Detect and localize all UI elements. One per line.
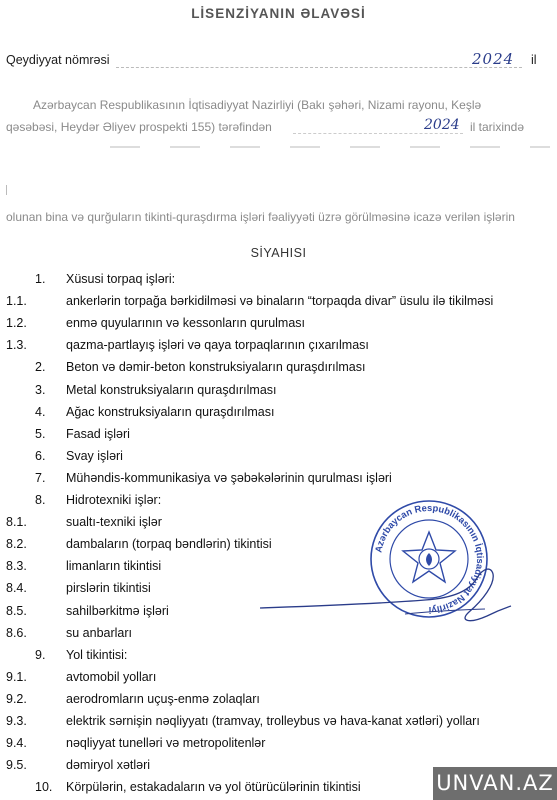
- list-item-text: Svay işləri: [66, 448, 123, 463]
- intro-line-2: [6, 117, 551, 138]
- registration-row: [6, 50, 551, 71]
- list-item-text: dambaların (torpaq bəndlərin) tikintisi: [66, 537, 272, 552]
- list-item-text: elektrik sərnişin nəqliyyatı (tramvay, trolleybus və hava-kanat xətləri) yolları: [66, 714, 480, 728]
- list-item-number: 9.2.: [6, 691, 27, 706]
- list-item-text: Hidrotexniki işlər:: [66, 493, 162, 507]
- list-item-number: 9.1.: [6, 669, 27, 684]
- list-item-text: Beton və dəmir-beton konstruksiyaların quraşdırılması: [66, 360, 366, 375]
- list-item-text: Xüsusi torpaq işləri:: [66, 272, 176, 286]
- list-item-text: sualtı-texniki işlər: [66, 515, 162, 530]
- list-item-number: 8.2.: [6, 537, 27, 552]
- intro-line-2-text: qəsəbəsi, Heydər Əliyev prospekti 155) tərəfindən: [6, 120, 272, 134]
- registration-label: Qeydiyyat nömrəsi: [6, 53, 110, 67]
- intro-line-3: olunan bina və qurğuların tikinti-quraşdırma işləri fəaliyyəti üzrə görülməsinə icazə verilən işlərin: [6, 210, 515, 224]
- list-item-number: 8.6.: [6, 625, 27, 640]
- registration-blank-line: [116, 67, 522, 68]
- list-item-text: Mühəndis-kommunikasiya və şəbəkələrinin qurulması işləri: [66, 470, 392, 485]
- list-item-number: 2.: [35, 360, 46, 375]
- list-item-text: Metal konstruksiyaların quraşdırılması: [66, 382, 277, 397]
- intro-line-2-handwritten-year: 2024: [424, 117, 460, 133]
- list-item-number: 1.1.: [6, 294, 27, 309]
- list-item-number: 1.: [35, 272, 46, 286]
- list-item-number: 4.: [35, 404, 46, 419]
- list-item-number: 8.4.: [6, 581, 27, 596]
- list-item-text: su anbarları: [66, 625, 133, 640]
- list-item-text: avtomobil yolları: [66, 669, 157, 684]
- list-item-text: dəmiryol xətləri: [66, 758, 151, 773]
- signature: [255, 560, 515, 640]
- list-item-text: ankerlərin torpağa bərkidilməsi və binaların “torpaqda divar” üsulu ilə tikilməsi: [66, 294, 494, 309]
- list-item-number: 3.: [35, 382, 46, 397]
- list-item-text: Fasad işləri: [66, 426, 130, 441]
- registration-handwritten-year: 2024: [472, 50, 515, 68]
- list-item-text: pirslərin tikintisi: [66, 581, 151, 596]
- intro-line-2-blank: [293, 133, 463, 134]
- registration-suffix: il: [531, 53, 537, 67]
- list-item-text: aerodromların uçuş-enmə zolaqları: [66, 691, 260, 706]
- stamp-ring-text: Azərbaycan Respublikasının İqtisadiyyat Nazirliyi: [372, 501, 487, 617]
- document-title: LİSENZİYANIN ƏLAVƏSİ: [191, 6, 366, 21]
- list-item-text: Yol tikintisi:: [66, 647, 128, 662]
- list-item-number: 1.2.: [6, 316, 27, 331]
- list-item-number: 1.3.: [6, 338, 27, 353]
- list-item-number: 10.: [35, 780, 53, 795]
- list-item-number: 9.3.: [6, 714, 27, 728]
- list-item-text: limanların tikintisi: [66, 559, 162, 574]
- margin-mark: [6, 185, 7, 195]
- list-item-text: sahilbərkitmə işləri: [66, 603, 169, 618]
- list-item-number: 6.: [35, 448, 46, 463]
- list-item-text: nəqliyyat tunelləri və metropolitenlər: [66, 736, 266, 751]
- list-item-text: Ağac konstruksiyaların quraşdırılması: [66, 404, 275, 419]
- list-item-number: 5.: [35, 426, 46, 441]
- watermark-badge: UNVAN.AZ: [433, 767, 557, 800]
- list-item-number: 7.: [35, 470, 46, 485]
- list-item-text: enmə quyularının və kessonların qurulması: [66, 316, 306, 331]
- list-item-number: 9.5.: [6, 758, 27, 773]
- intro-line-2-suffix: il tarixində: [470, 120, 525, 134]
- faded-blank-line: [110, 146, 550, 148]
- list-item-number: 9.: [35, 647, 46, 662]
- list-item-number: 8.1.: [6, 515, 27, 530]
- list-title: SİYAHISI: [250, 246, 307, 260]
- intro-line-1: Azərbaycan Respublikasının İqtisadiyyat Nazirliyi (Bakı şəhəri, Nizami rayonu, Keşlə: [33, 98, 482, 112]
- list-item-number: 8.: [35, 493, 46, 507]
- list-item-text: Körpülərin, estakadaların və yol ötürücülərinin tikintisi: [66, 780, 361, 795]
- list-item-text: qazma-partlayış işləri və qaya torpaqlarının çıxarılması: [66, 338, 369, 353]
- list-item-number: 9.4.: [6, 736, 27, 751]
- list-item-number: 8.5.: [6, 603, 27, 618]
- list-item-number: 8.3.: [6, 559, 27, 574]
